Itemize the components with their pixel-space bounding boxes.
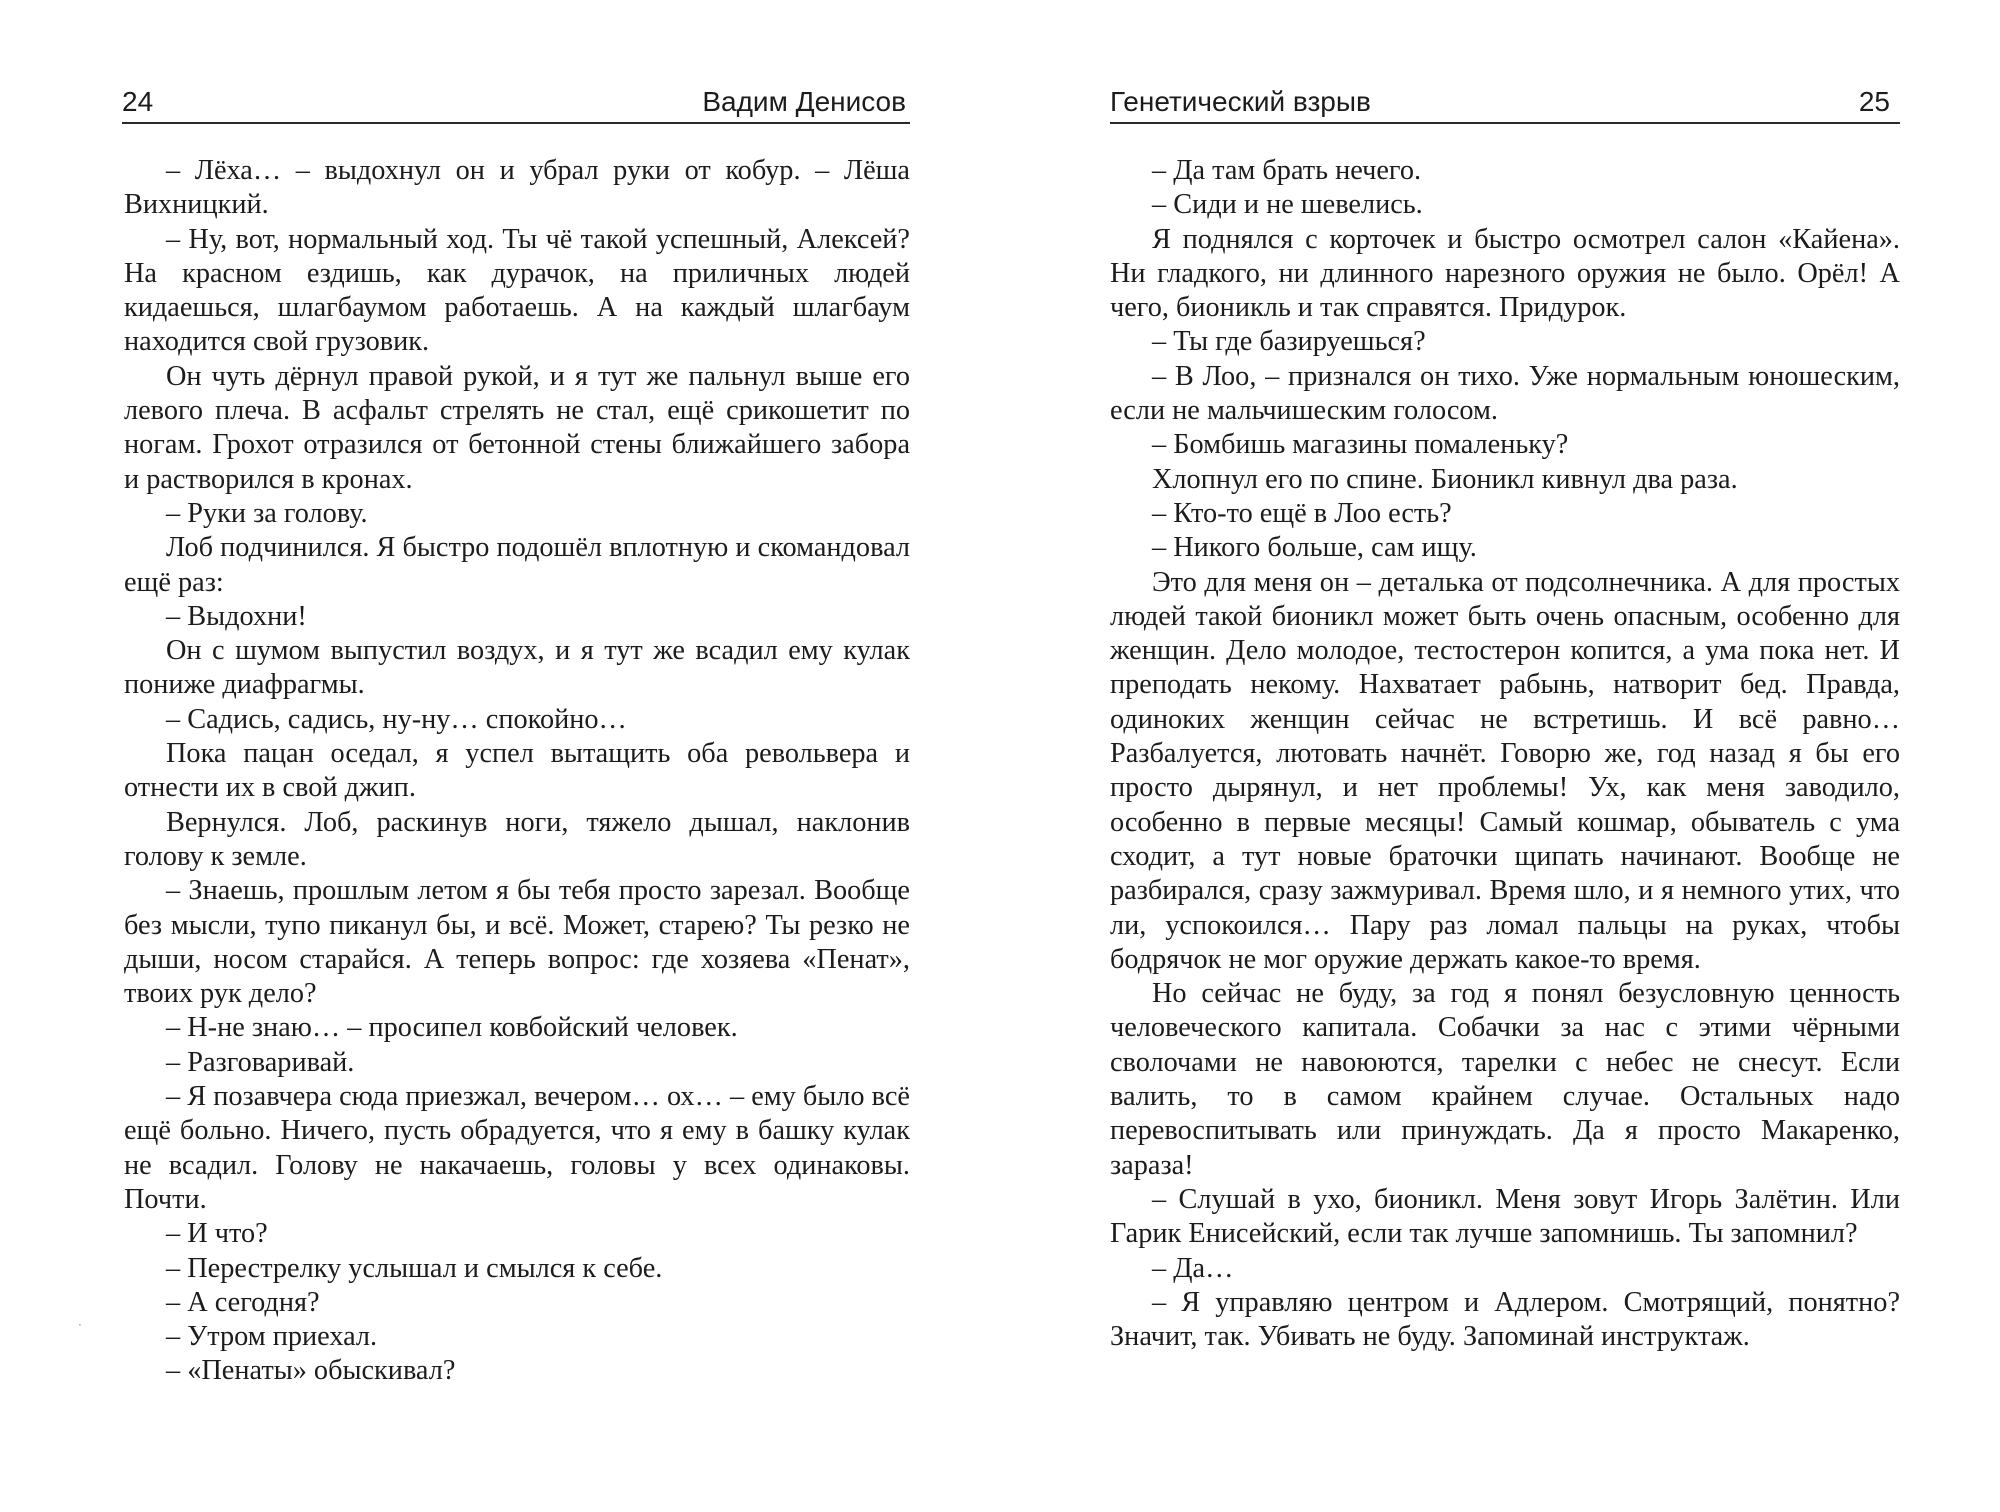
paragraph: Но сейчас не буду, за год я понял безусловную ценность человеческого капитала. Собачки за нас с этими чёрными сволочами не навоюются, тарелки с небес не снесут. Если валить, то в самом крайнем случае. Остальных надо перевоспитывать или принуждать. Да я просто Макаренко, зараза! [1110, 978, 1900, 1181]
paragraph: – Разговаривай. [166, 1046, 355, 1078]
right-body-text [1110, 154, 1900, 1354]
paragraph: – Я позавчера сюда приезжал, вечером… ох… – ему было всё ещё больно. Ничего, пусть обрадуется, что я ему в башку кулак не всадил. Голову не накачаешь, головы у всех одинаковы. Почти. [124, 1081, 910, 1215]
paragraph: – Кто-то ещё в Лоо есть? [1152, 497, 1452, 529]
paragraph: – А сегодня? [166, 1286, 320, 1318]
right-running-head-title: Генетический взрыв [1110, 86, 1371, 117]
paragraph: – Утром приехал. [166, 1321, 378, 1353]
left-body-text [124, 154, 910, 1389]
right-page [1000, 0, 2000, 1512]
scan-speck: · [78, 1318, 82, 1332]
paragraph: – Лёха… – выдохнул он и убрал руки от кобур. – Лёша Вихницкий. [124, 155, 910, 221]
paragraph: – Н-не знаю… – просипел ковбойский человек. [166, 1012, 738, 1044]
paragraph: – В Лоо, – признался он тихо. Уже нормальным юношеским, если не мальчишеским голосом. [1110, 360, 1900, 427]
paragraph: – Выдохни! [166, 600, 307, 632]
paragraph: Он с шумом выпустил воздух, и я тут же всадил ему кулак пониже диафрагмы. [124, 635, 910, 701]
left-running-head-title: Вадим Денисов [702, 86, 906, 117]
left-page-number: 24 [122, 86, 154, 117]
paragraph: – Бомбишь магазины помаленьку? [1152, 429, 1569, 461]
right-running-head [1110, 82, 1900, 124]
paragraph: – Да там брать нечего. [1152, 155, 1422, 186]
paragraph: Это для меня он – деталька от подсолнечника. А для простых людей такой бионикл может быть очень опасным, особенно для женщин. Дело молодое, тестостерон копится, а ума пока нет. И преподать некому. Нахватает рабынь, натворит бед. Правда, одиноких женщин сейчас не встретишь. И всё равно… Разбалуется, лютовать начнёт. Говорю же, год назад я бы его просто дырянул, и нет проблемы! Ух, как меня заводило, особенно в первые месяцы! Самый кошмар, обыватель с ума сходит, а тут новые браточки щипать начинают. Вообще не разбирался, сразу зажмуривал. Время шло, и я немного утих, что ли, успокоился… Пару раз ломал пальцы на руках, чтобы бодрячок не мог оружие держать какое-то время. [1110, 566, 1900, 975]
paragraph: – Слушай в ухо, бионикл. Меня зовут Игорь Залётин. Или Гарик Енисейский, если так лучше запомнишь. Ты запомнил? [1110, 1183, 1900, 1250]
paragraph: – Руки за голову. [166, 497, 368, 529]
paragraph: – Сиди и не шевелись. [1152, 189, 1423, 221]
right-page-number: 25 [1858, 86, 1890, 117]
paragraph: Я поднялся с корточек и быстро осмотрел салон «Кайена». Ни гладкого, ни длинного нарезного оружия не было. Орёл! А чего, бионикль и так справятся. Придурок. [1110, 223, 1900, 324]
paragraph: – Я управляю центром и Адлером. Смотрящий, понятно? Значит, так. Убивать не буду. Запоминай инструктаж. [1110, 1286, 1900, 1353]
paragraph: Он чуть дёрнул правой рукой, и я тут же пальнул выше его левого плеча. В асфальт стрелять не стал, ещё срикошетит по ногам. Грохот отразился от бетонной стены ближайшего забора и растворился в кронах. [124, 360, 910, 495]
paragraph: Хлопнул его по спине. Бионикл кивнул два раза. [1152, 463, 1738, 495]
paragraph: – Ну, вот, нормальный ход. Ты чё такой успешный, Алексей? На красном ездишь, как дурачок, на приличных людей кидаешься, шлагбаумом работаешь. А на каждый шлагбаум находится свой грузовик. [124, 223, 910, 358]
paragraph: Пока пацан оседал, я успел вытащить оба револьвера и отнести их в свой джип. [124, 738, 910, 804]
paragraph: – «Пенаты» обыскивал? [166, 1355, 456, 1387]
paragraph: Лоб подчинился. Я быстро подошёл вплотную и скомандовал ещё раз: [124, 532, 910, 598]
left-running-head [122, 82, 910, 124]
paragraph: – Никого больше, сам ищу. [1152, 532, 1477, 564]
paragraph: Вернулся. Лоб, раскинув ноги, тяжело дышал, наклонив голову к земле. [124, 806, 910, 872]
paragraph: – Перестрелку услышал и смылся к себе. [166, 1252, 663, 1284]
paragraph: – Садись, садись, ну-ну… спокойно… [166, 703, 627, 735]
paragraph: – Знаешь, прошлым летом я бы тебя просто зарезал. Вообще без мысли, тупо пиканул бы, и всё. Может, старею? Ты резко не дыши, носом старайся. А теперь вопрос: где хозяева «Пенат», твоих рук дело? [124, 875, 910, 1010]
paragraph: – Да… [1152, 1252, 1234, 1284]
paragraph: – Ты где базируешься? [1152, 326, 1426, 358]
paragraph: – И что? [166, 1218, 268, 1250]
